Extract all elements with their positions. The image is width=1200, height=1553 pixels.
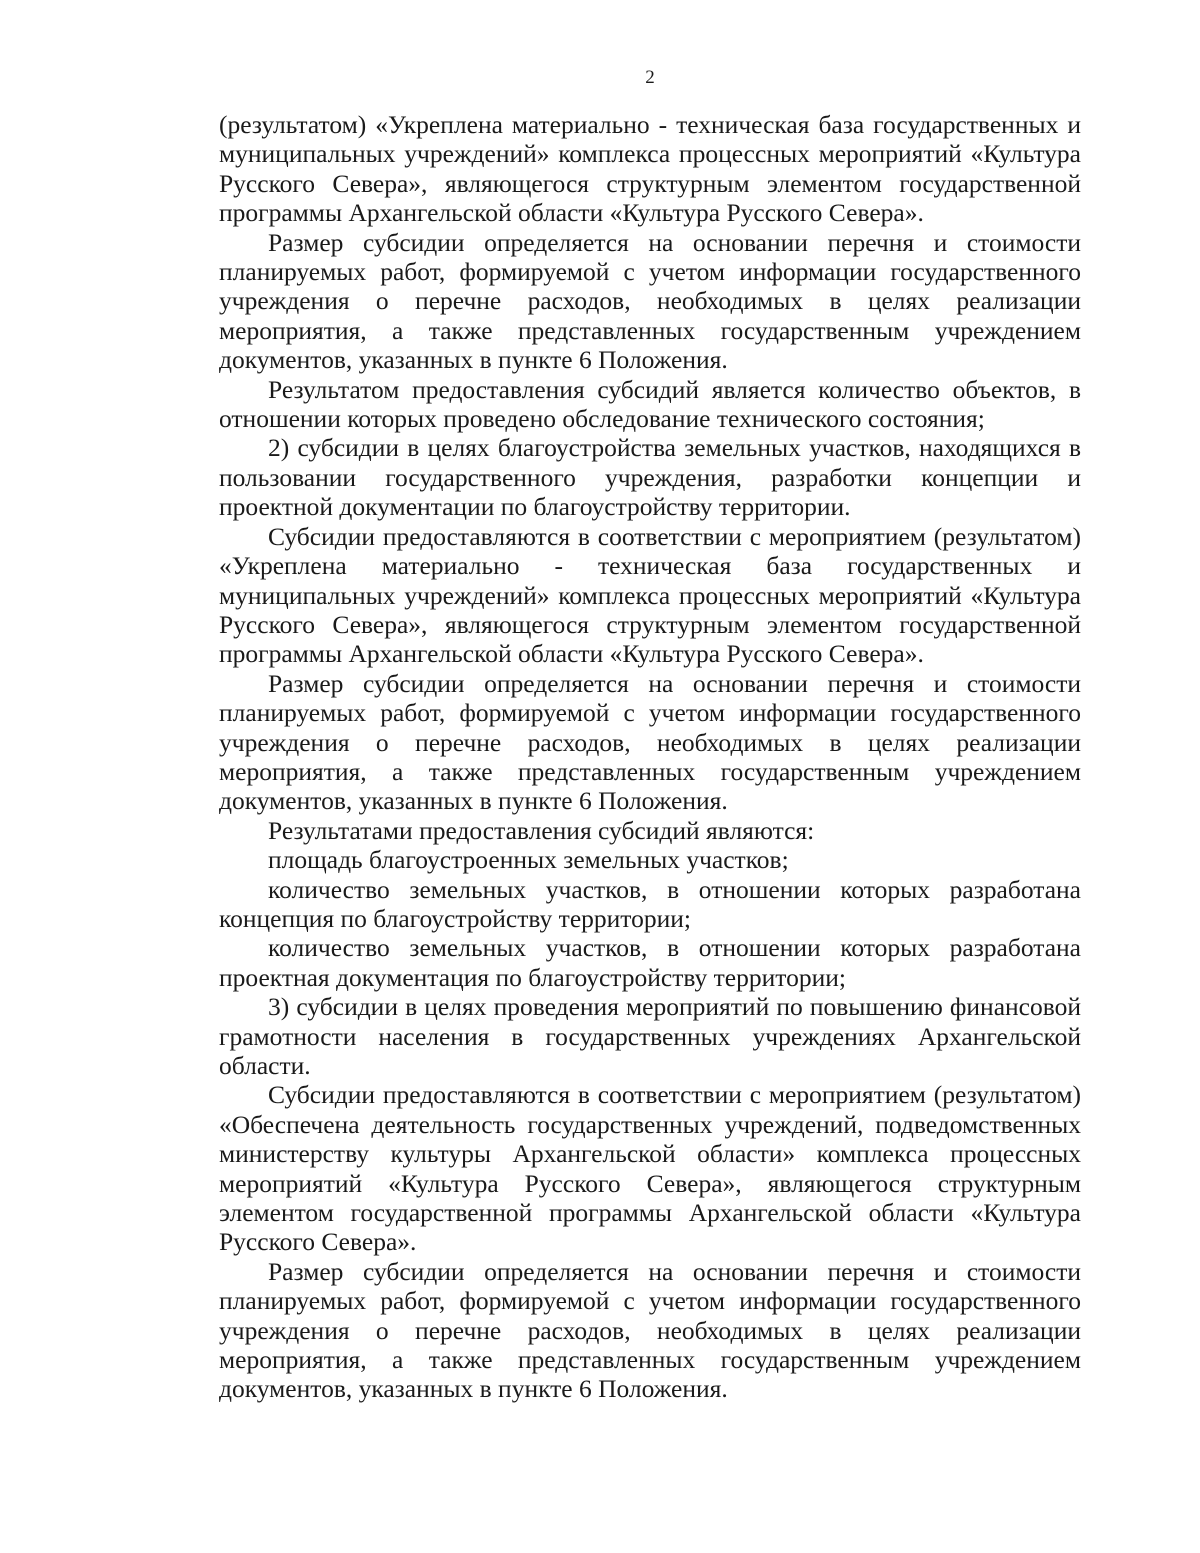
paragraph-6: Размер субсидии определяется на основании перечня и стоимости планируемых работ, формируемой с учетом информации государственного учреждения о перечне расходов, необходимых в целях реализации мероприятия, а также представленных государственным учреждением документов, указанных в пункте 6 Положения. xyxy=(219,668,1081,816)
document-body xyxy=(219,110,1081,1404)
paragraph-8: площадь благоустроенных земельных участков; xyxy=(268,845,789,875)
paragraph-9: количество земельных участков, в отношении которых разработана концепция по благоустройству территории; xyxy=(219,874,1081,933)
paragraph-13: Размер субсидии определяется на основании перечня и стоимости планируемых работ, формируемой с учетом информации государственного учреждения о перечне расходов, необходимых в целях реализации мероприятия, а также представленных государственным учреждением документов, указанных в пункте 6 Положения. xyxy=(219,1256,1081,1404)
paragraph-2: Размер субсидии определяется на основании перечня и стоимости планируемых работ, формируемой с учетом информации государственного учреждения о перечне расходов, необходимых в целях реализации мероприятия, а также представленных государственным учреждением документов, указанных в пункте 6 Положения. xyxy=(219,227,1081,375)
paragraph-1: (результатом) «Укреплена материально - техническая база государственных и муниципальных учреждений» комплекса процессных мероприятий «Культура Русского Севера», являющегося структурным элементом государственной программы Архангельской области «Культура Русского Севера». xyxy=(219,110,1081,228)
paragraph-11: 3) субсидии в целях проведения мероприятий по повышению финансовой грамотности населения в государственных учреждениях Архангельской области. xyxy=(219,992,1081,1080)
paragraph-7: Результатами предоставления субсидий являются: xyxy=(268,815,815,845)
paragraph-12: Субсидии предоставляются в соответствии с мероприятием (результатом) «Обеспечена деятельность государственных учреждений, подведомственных министерству культуры Архангельской области» комплекса процессных мероприятий «Культура Русского Севера», являющегося структурным элементом государственной программы Архангельской области «Культура Русского Севера». xyxy=(219,1080,1081,1257)
paragraph-3: Результатом предоставления субсидий является количество объектов, в отношении которых проведено обследование технического состояния; xyxy=(219,374,1081,434)
page-number: 2 xyxy=(645,67,655,88)
paragraph-10: количество земельных участков, в отношении которых разработана проектная документация по благоустройству территории; xyxy=(219,933,1081,992)
paragraph-4: 2) субсидии в целях благоустройства земельных участков, находящихся в пользовании государственного учреждения, разработки концепции и проектной документации по благоустройству территории. xyxy=(219,433,1081,522)
paragraph-5: Субсидии предоставляются в соответствии с мероприятием (результатом) «Укреплена материально - техническая база государственных и муниципальных учреждений» комплекса процессных мероприятий «Культура Русского Севера», являющегося структурным элементом государственной программы Архангельской области «Культура Русского Севера». xyxy=(219,521,1081,669)
